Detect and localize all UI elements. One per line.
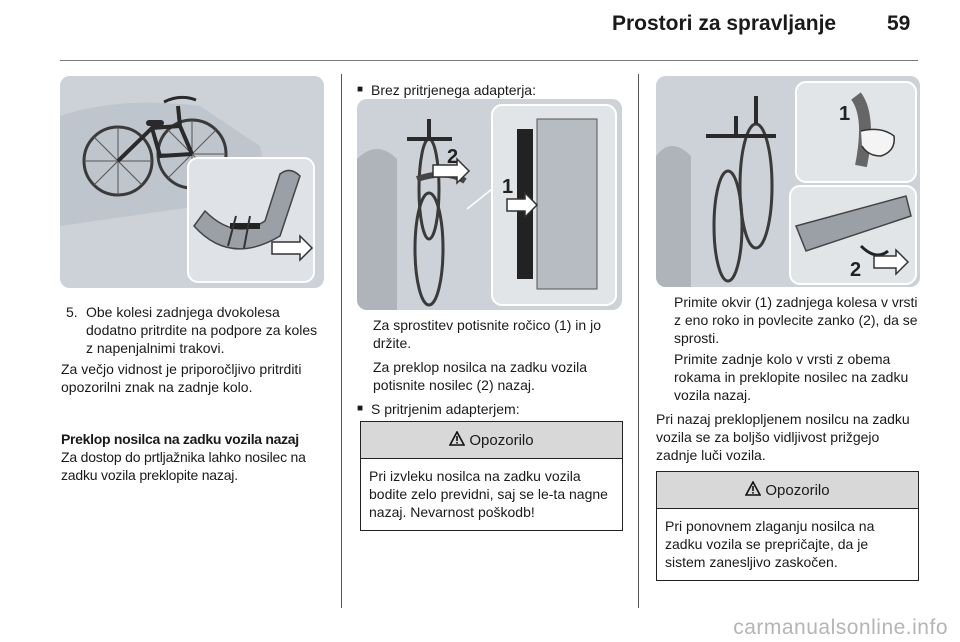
figure-label-2: 2	[850, 259, 862, 281]
rear-lights-note: Pri nazaj preklopljenem nosilcu na zadku vozila se za boljšo vidljivost prižgejo zadnje luči vozila.	[656, 411, 910, 463]
bike-rack-strap-illustration	[60, 76, 324, 288]
section-intro-text: Za dostop do prtljažnika lahko nosilec na zadku vozila preklopite nazaj.	[61, 449, 306, 483]
push-carrier-text: Za preklop nosilca na zadku vozila potisnite nosilec (2) nazaj.	[373, 359, 588, 393]
bullet-with-adapter: ■ S pritrjenim adapterjem:	[371, 400, 621, 418]
adapter-release-illustration	[656, 76, 920, 287]
warning-header	[657, 472, 918, 509]
warning-title: Opozorilo	[469, 431, 534, 449]
warning-title: Opozorilo	[765, 481, 830, 499]
warning-text: Pri ponovnem zlaganju nosilca na zadku vozila se prepričajte, da je sistem zanesljivo zaskočen.	[665, 518, 875, 570]
column-divider-2	[638, 74, 639, 608]
warning-triangle-icon	[745, 481, 761, 500]
header-divider	[60, 60, 918, 61]
figure-label-2: 2	[447, 146, 459, 168]
section-heading: Preklop nosilca na zadku vozila nazaj	[61, 431, 299, 447]
release-lever-illustration	[357, 99, 622, 310]
tilt-carrier-text: Primite zadnje kolo v vrsti z obema rokama in preklopite nosilec na zadku vozila nazaj.	[674, 351, 909, 403]
release-lever-text: Za sprostitev potisnite ročico (1) in jo držite.	[373, 317, 601, 351]
page-number: 59	[887, 12, 911, 35]
step-number: 5.	[66, 304, 78, 320]
step-5-text: Obe kolesi zadnjega dvokolesa dodatno pritrdite na podpore za koles z napenjalnimi trakovi.	[86, 304, 318, 356]
warning-triangle-icon	[449, 431, 465, 450]
column-divider-1	[341, 74, 342, 608]
visibility-note: Za večjo vidnost je priporočljivo pritrditi opozorilni znak na zadnje kolo.	[61, 361, 302, 395]
page-title: Prostori za spravljanje	[612, 12, 837, 35]
figure-label-1: 1	[839, 103, 851, 125]
warning-text: Pri izvleku nosilca na zadku vozila bodite zelo previdni, saj se le-ta nagne nazaj. Nevarnost poškodb!	[369, 468, 608, 520]
warning-box-2	[656, 471, 919, 581]
warning-box-1	[360, 421, 623, 531]
bullet-no-adapter: ■ Brez pritrjenega adapterja:	[371, 81, 621, 99]
watermark: carmanualsonline.info	[733, 616, 948, 639]
grip-frame-text: Primite okvir (1) zadnjega kolesa v vrsti z eno roko in povlecite zanko (2), da se sprosti.	[674, 294, 918, 346]
warning-header	[361, 422, 622, 459]
figure-label-1: 1	[502, 176, 514, 198]
